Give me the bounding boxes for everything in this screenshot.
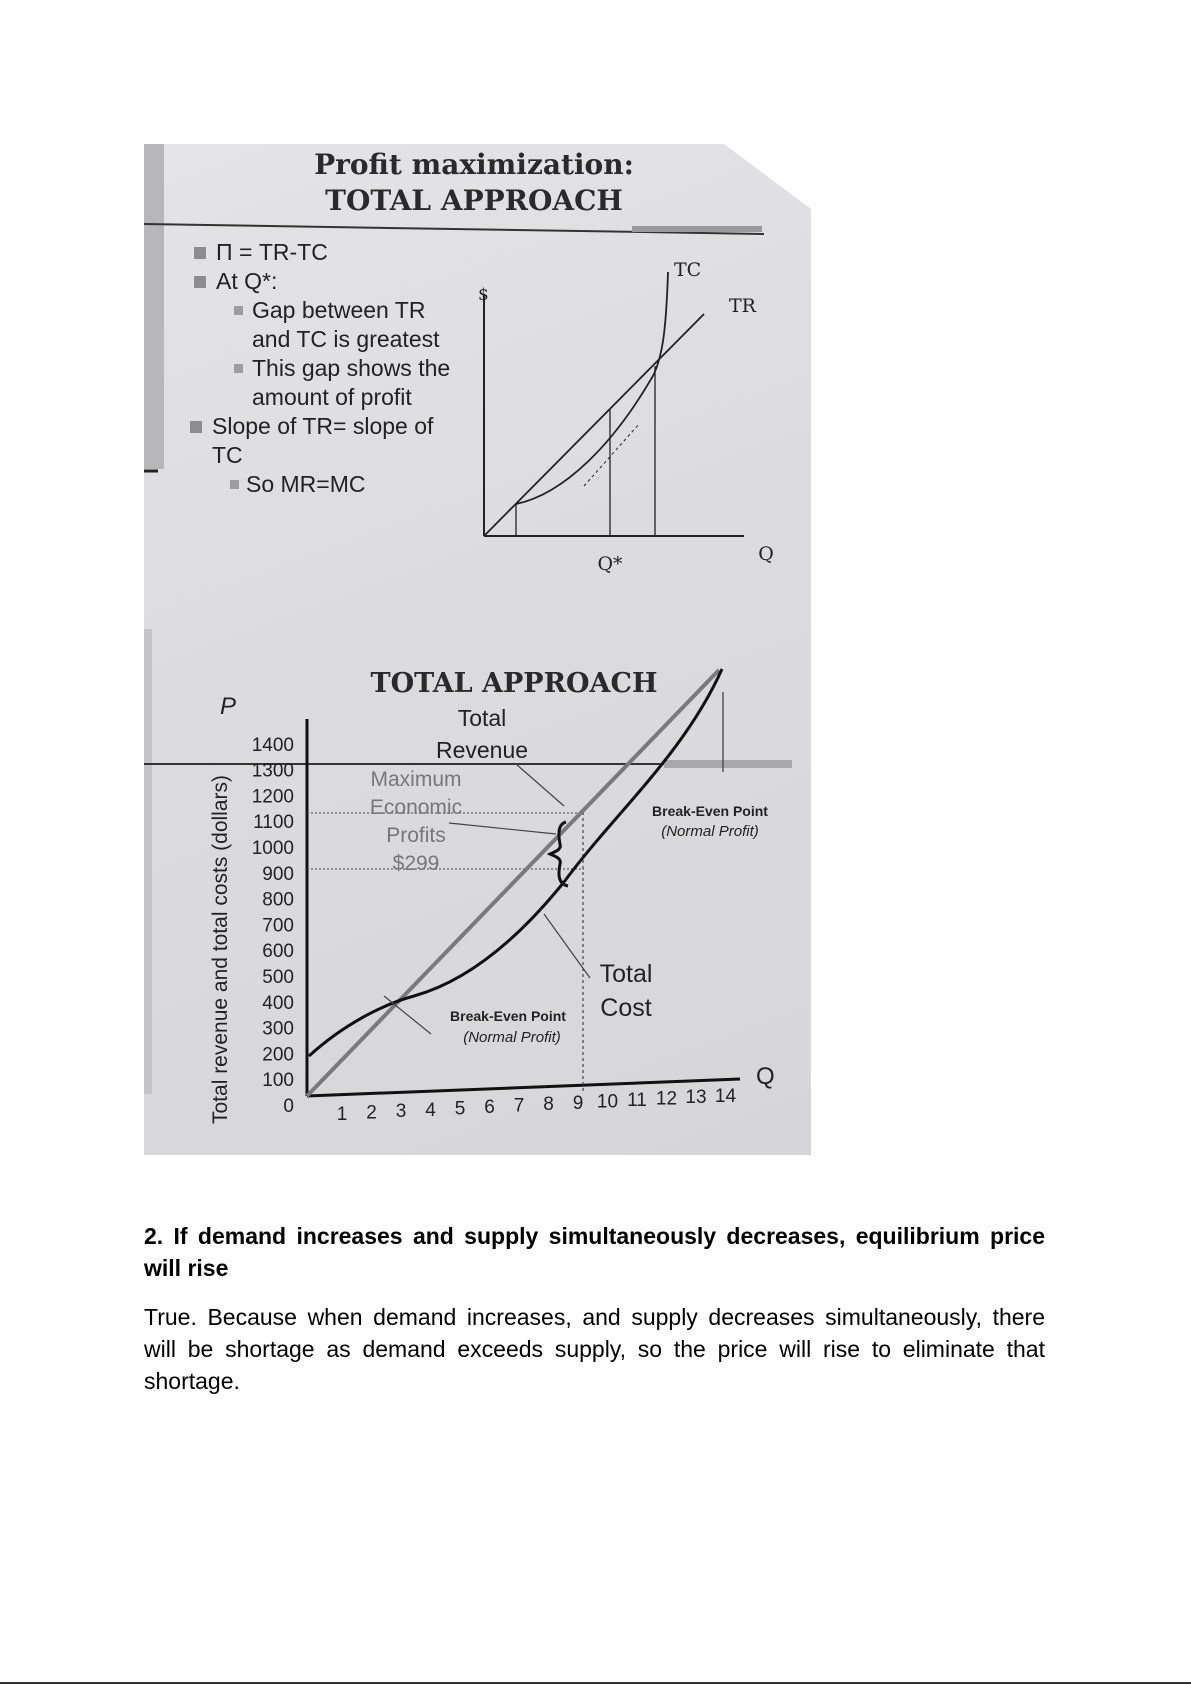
slide1-qstar-label: Q* (597, 553, 623, 575)
slide2-tr-label-1: Total (457, 705, 507, 731)
slide1-tc-curve (516, 272, 668, 504)
slide2-profit-leader (449, 823, 556, 834)
slide2-max-profit-4: $299 (392, 852, 440, 875)
x-tick-label: 9 (572, 1092, 584, 1114)
slide2-breakeven-left-1: Break-Even Point (450, 1008, 566, 1024)
slide2-breakeven-right-1: Break-Even Point (652, 803, 768, 819)
y-tick-label: 800 (262, 889, 294, 911)
slide2-title: TOTAL APPROACH (370, 668, 658, 699)
y-tick-label: 700 (262, 915, 294, 937)
slide1-bullet-profit: Π = TR-TC (194, 238, 454, 267)
x-tick-label: 7 (513, 1095, 525, 1117)
slide2-tc-label-2: Cost (600, 994, 652, 1022)
slide1-title-line1: Profit maximization: (314, 148, 634, 181)
slide2-breakeven-left-2: (Normal Profit) (463, 1029, 561, 1046)
y-tick-label: 1300 (251, 760, 294, 782)
slide2-rule-accent (664, 760, 792, 768)
x-tick-label: 14 (714, 1085, 737, 1107)
y-tick-label: 1100 (253, 812, 294, 834)
x-tick-label: 6 (484, 1097, 495, 1118)
slide1-x-label: Q (758, 543, 774, 565)
slide2-breakeven-left-leader (384, 996, 431, 1034)
left-page-edge (144, 144, 164, 469)
slide1-sub-bullet-mr-mc: So MR=MC (194, 470, 454, 499)
y-tick-label: 200 (262, 1044, 294, 1066)
slide2-tc-label-1: Total (599, 960, 653, 988)
slide2-max-profit-3: Profits (386, 824, 446, 847)
answer-paragraph: True. Because when demand increases, and supply decreases simultaneously, there will be shortage as demand exceeds supply, so the price will rise to eliminate that shortage. (144, 1304, 1045, 1394)
slide1-bullet-at-qstar: At Q*: (194, 267, 454, 296)
slide2-max-profit-1: Maximum (370, 768, 462, 791)
page-bottom-rule (0, 1682, 1191, 1684)
question-heading: 2. If demand increases and supply simultaneously decreases, equilibrium price will rise (144, 1223, 1045, 1281)
slide2-breakeven-right-2: (Normal Profit) (661, 823, 759, 840)
y-tick-label: 500 (262, 967, 294, 988)
slide1-sub-bullet-gap: Gap between TR and TC is greatest (194, 296, 454, 354)
y-tick-label: 1200 (251, 786, 294, 808)
slide2-y-axis-label: Total revenue and total costs (dollars) (209, 774, 232, 1124)
y-tick-label: 300 (262, 1018, 294, 1040)
slide1-bullet-slope: Slope of TR= slope of TC (190, 412, 454, 470)
x-tick-label: 8 (543, 1094, 554, 1116)
x-tick-label: 1 (336, 1104, 348, 1125)
x-tick-label: 4 (425, 1099, 436, 1121)
y-tick-label: 900 (262, 863, 294, 885)
slide2-left-edge (144, 629, 152, 1094)
slide1-tr-line (484, 314, 704, 536)
x-tick-label: 5 (454, 1098, 466, 1120)
slide1-rule-accent (632, 226, 762, 232)
slide1-sub-bullet-profit: This gap shows the amount of profit (194, 354, 454, 412)
slide1-bullet-list (194, 238, 454, 499)
x-tick-label: 2 (366, 1102, 377, 1124)
y-tick-label: 100 (262, 1070, 294, 1092)
y-tick-label: 1400 (251, 734, 294, 756)
slide1-y-label: $ (478, 285, 489, 305)
y-tick-label: 0 (283, 1096, 294, 1117)
slide1-tc-label: TC (674, 259, 702, 281)
x-tick-label: 12 (655, 1088, 678, 1110)
x-tick-label: 11 (627, 1090, 647, 1111)
y-tick-label: 600 (262, 941, 294, 963)
slide2-q-label: Q (756, 1063, 775, 1090)
textbook-photo (144, 144, 811, 1155)
x-tick-label: 10 (596, 1091, 619, 1113)
slide2-y-tick-labels (252, 735, 294, 1117)
y-tick-label: 1000 (251, 838, 294, 859)
slide2-total-cost-curve (309, 669, 722, 1056)
slide2-graph (144, 629, 792, 1125)
slide2-tr-label-2: Revenue (435, 737, 529, 763)
slide1-tangent-line (584, 424, 639, 486)
slide1-title-line2: TOTAL APPROACH (325, 184, 623, 217)
y-tick-label: 400 (262, 992, 294, 1014)
x-tick-label: 3 (395, 1101, 407, 1123)
x-tick-label: 13 (685, 1087, 707, 1109)
slide2-p-label: P (220, 693, 237, 720)
slide2-tr-leader (516, 764, 564, 806)
slide1-graph (478, 259, 774, 575)
slide2-max-profit-2: Economic (369, 796, 463, 819)
folded-corner (724, 144, 811, 209)
slide1-tr-label: TR (729, 295, 756, 317)
